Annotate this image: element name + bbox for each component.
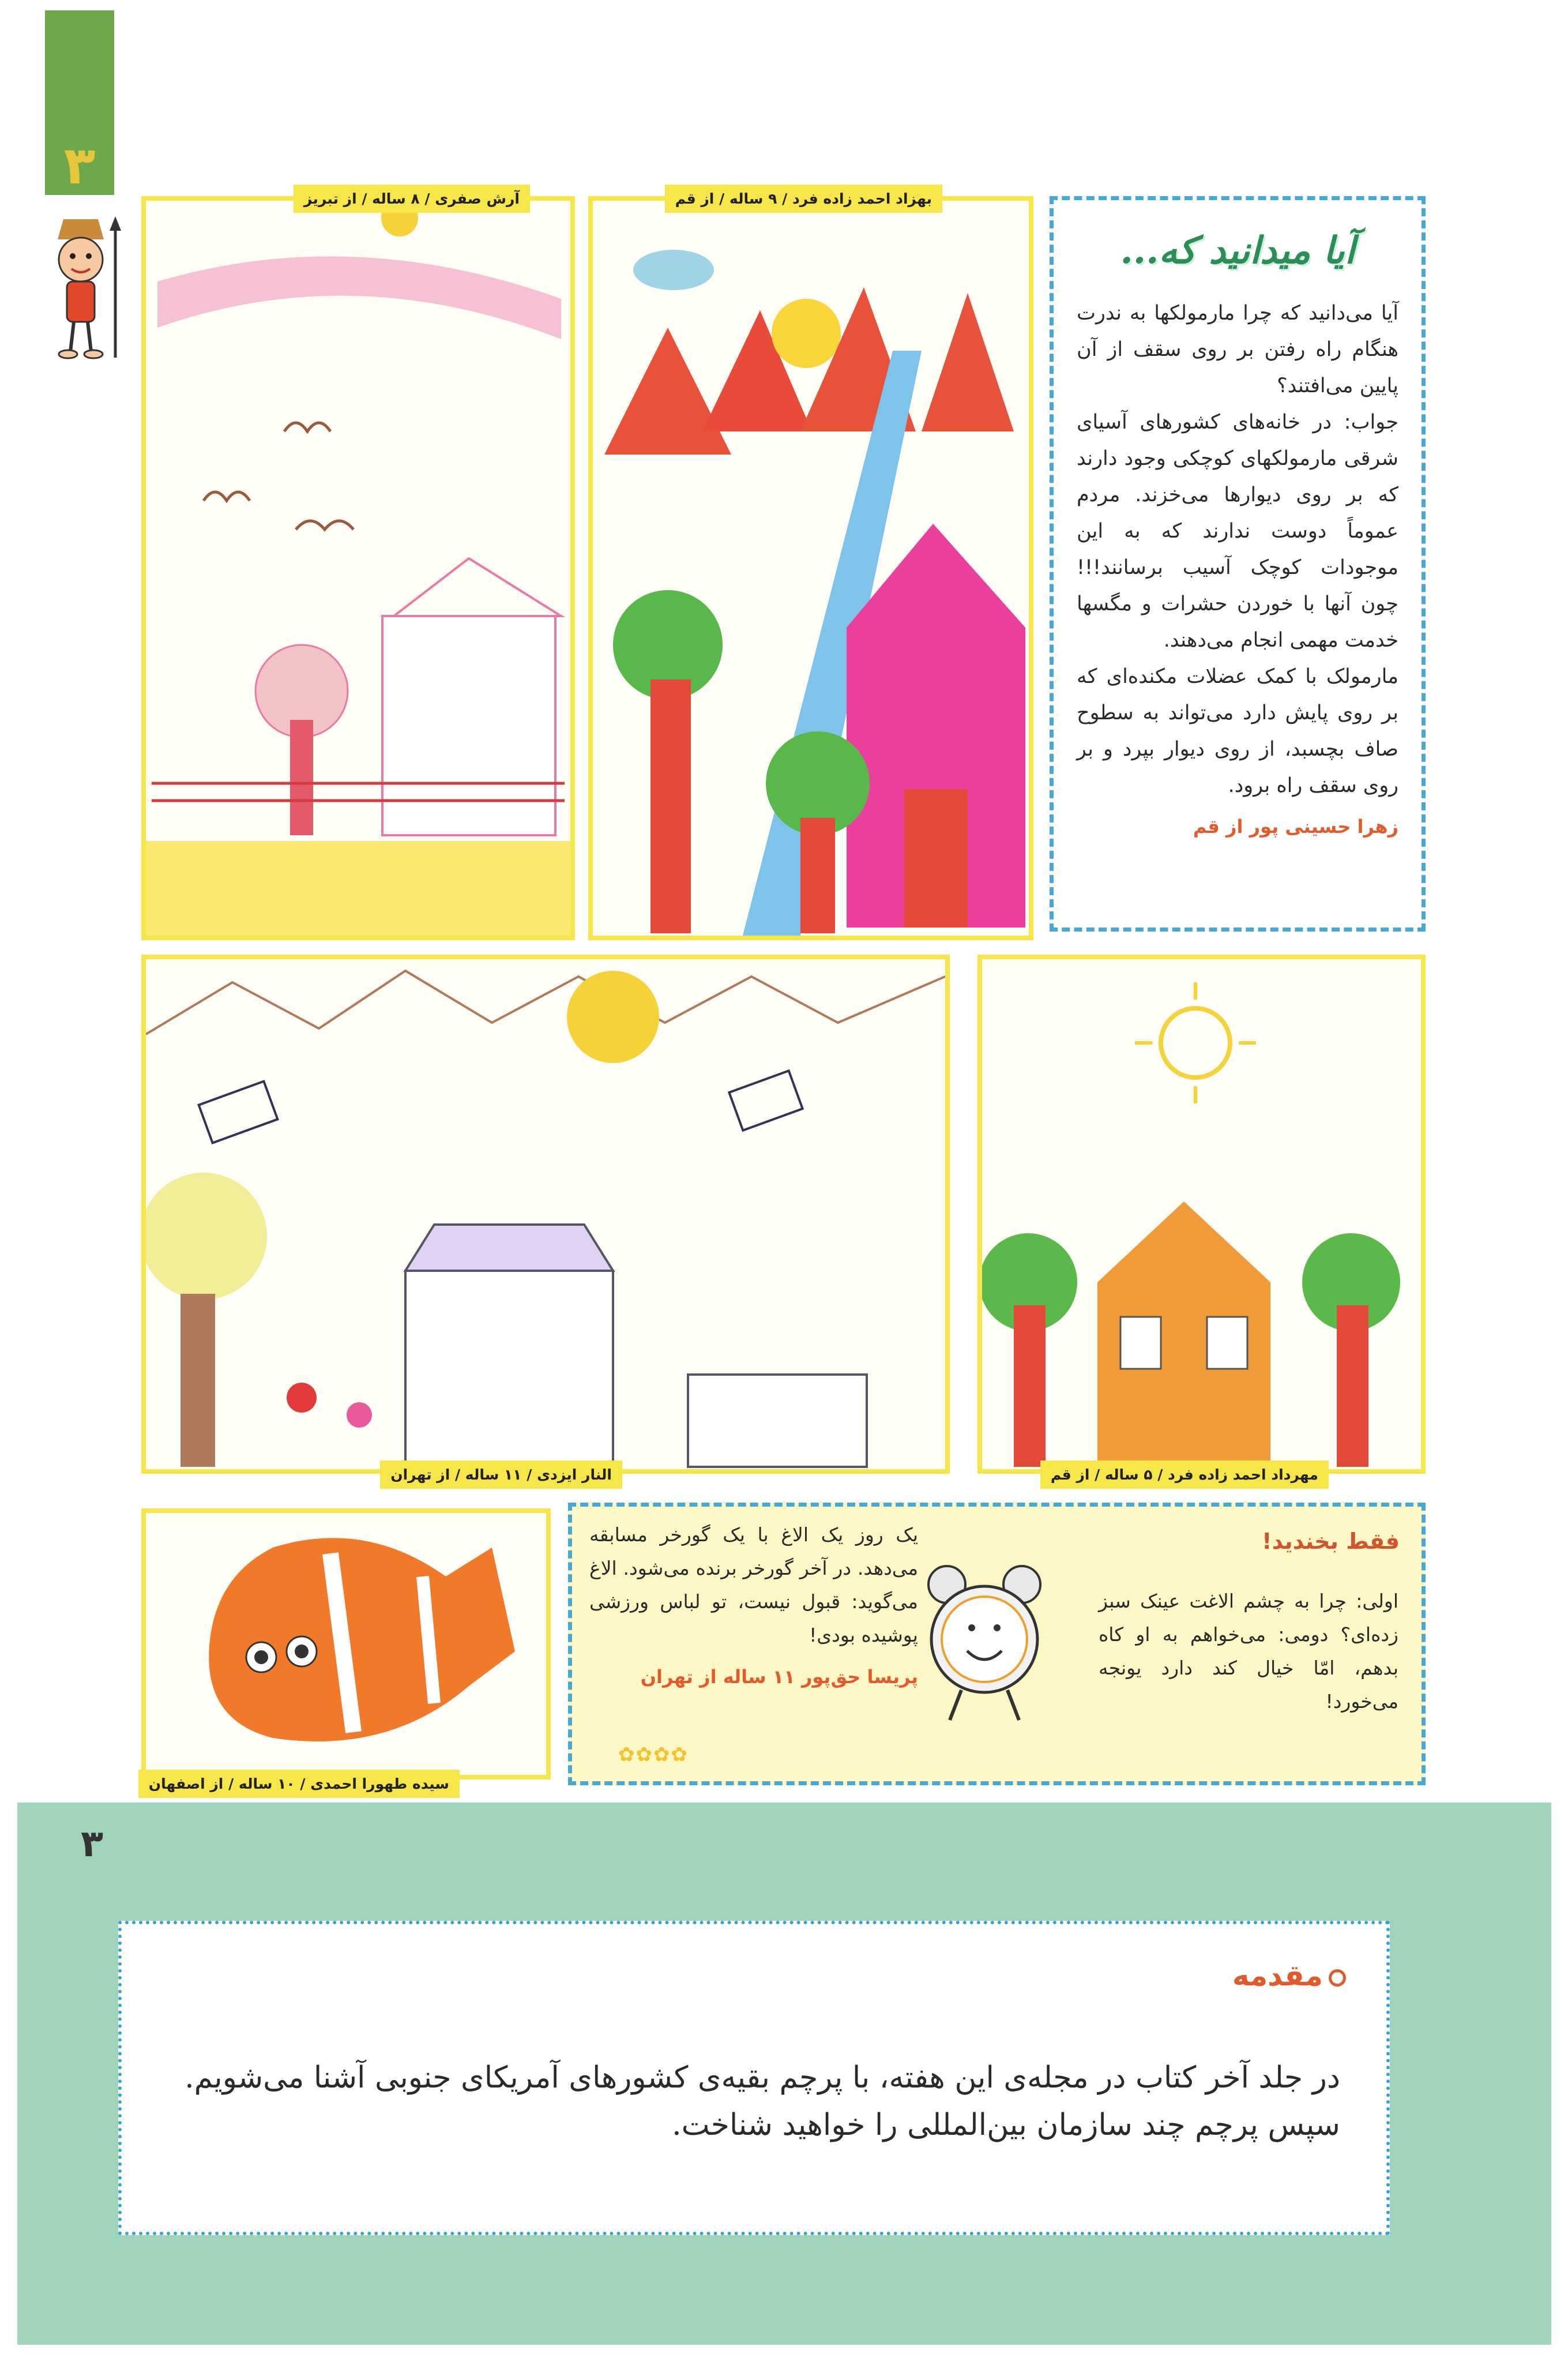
did-you-know-title: آیا میدانید که... [1120, 229, 1355, 272]
rating-stars-icon: ✿✿✿✿ [618, 1743, 689, 1766]
drawing-kites-buildings [141, 955, 950, 1483]
did-you-know-detail: مارمولک با کمک عضلات مکنده‌ای که بر روی پایش دارد می‌تواند به سطوح صاف بچسبد، از روی دیوار بپرد و بر روی سقف راه برود. [1077, 665, 1398, 797]
page-number: ۳ [63, 136, 96, 196]
intro-box [118, 1921, 1390, 2235]
drawing-caption: بهزاد احمد زاده فرد / ۹ ساله / از قم [665, 185, 942, 213]
drawing-clownfish [141, 1508, 551, 1792]
jokes-box [568, 1503, 1426, 1785]
mascot-illustration [29, 213, 133, 363]
drawing-mountains-river [588, 190, 1033, 940]
drawing-house-fence [141, 190, 575, 940]
drawing-caption: آرش صفری / ۸ ساله / از تبریز [294, 185, 530, 213]
footer-page-number: ۳ [81, 1823, 104, 1865]
alarm-clock-illustration [915, 1553, 1054, 1726]
intro-title [1232, 1959, 1346, 1992]
drawing-caption: النار ایزدی / ۱۱ ساله / از تهران [380, 1461, 622, 1489]
intro-title-text: مقدمه [1232, 1959, 1323, 1992]
joke-zebra-text: یک روز یک الاغ با یک گورخر مسابقه می‌دهد. در آخر گورخر برنده می‌شود. الاغ می‌گوید: قبول نیست، تو لباس ورزشی پوشیده بودی! [589, 1523, 918, 1646]
did-you-know-author: زهرا حسینی پور از قم [1193, 816, 1398, 838]
joke-zebra [589, 1518, 918, 1694]
did-you-know-box [1050, 196, 1426, 932]
drawing-caption: مهرداد احمد زاده فرد / ۵ ساله / از قم [1040, 1461, 1329, 1489]
drawing-caption: سیده طهورا احمدی / ۱۰ ساله / از اصفهان [138, 1770, 460, 1798]
intro-body: در جلد آخر کتاب در مجله‌ی این هفته، با پرچم بقیه‌ی کشورهای آمریکای جنوبی آشنا می‌شویم. سپس پرچم چند سازمان بین‌المللی را خواهید شناخت. [185, 2060, 1340, 2142]
drawing-sun-house [977, 955, 1426, 1483]
joke-zebra-author: پریسا حق‌پور ۱۱ ساله از تهران [640, 1666, 918, 1688]
bullet-circle-icon [1329, 1969, 1346, 1987]
did-you-know-answer: جواب: در خانه‌های کشورهای آسیای شرقی مارمولکهای کوچکی وجود دارند که بر روی دیوارها می‌خزند. مردم عموماً دوست ندارند که به این موجودات کوچک آسیب برسانند!!! چون آنها با خوردن حشرات و مگسها خدمت مهمی انجام می‌دهند. [1077, 411, 1398, 652]
did-you-know-question: آیا می‌دانید که چرا مارمولکها به ندرت هنگام راه رفتن بر روی سقف از آن پایین می‌افتند؟ [1077, 302, 1398, 397]
joke-glasses: اولی: چرا به چشم الاغت عینک سبز زده‌ای؟ دومی: می‌خواهم به او کاه بدهم، امّا خیال کند دارد یونجه می‌خورد! [1099, 1590, 1398, 1713]
jokes-title: فقط بخندید! [1262, 1529, 1400, 1554]
